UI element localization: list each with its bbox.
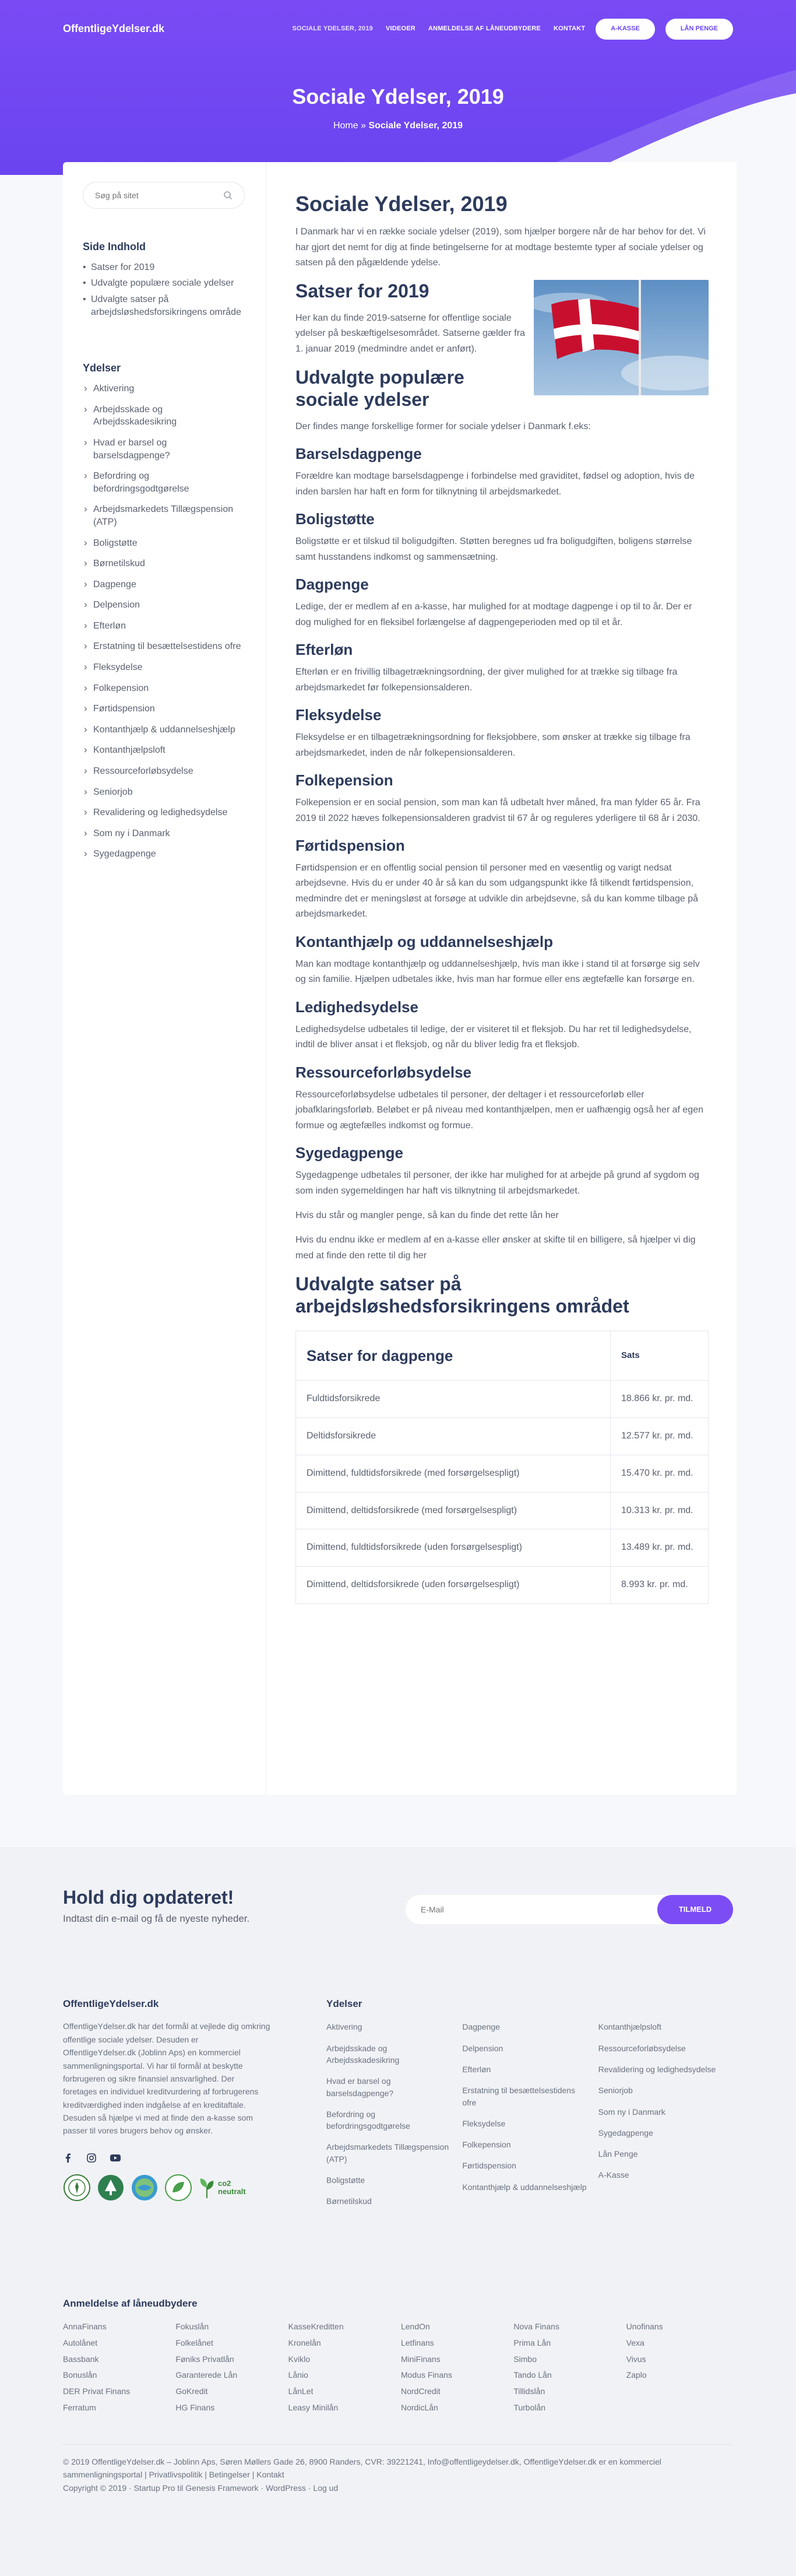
laan-link-text[interactable]: Hvis du står og mangler penge, så kan du finde det rette lån her xyxy=(295,1210,559,1220)
search-box xyxy=(83,182,245,209)
toc-item[interactable]: • Satser for 2019 xyxy=(83,261,245,274)
co2-leaf-icon xyxy=(198,2176,216,2199)
lender-link[interactable]: DER Privat Finans xyxy=(63,2387,131,2396)
facebook-icon[interactable] xyxy=(63,2153,73,2163)
lender-link[interactable]: LånLet xyxy=(288,2387,314,2396)
akasse-link-text[interactable]: Hvis du endnu ikke er medlem af en a-kasse eller ønsker at skifte til en billigere, så hjælper vi dig med at finde den rette til dig her xyxy=(295,1235,696,1261)
footer-link[interactable]: Erstatning til besættelsestidens ofre xyxy=(462,2086,576,2107)
ydelse-link[interactable]: › Førtidspension xyxy=(83,703,245,715)
sidebar xyxy=(63,162,266,1795)
main-nav xyxy=(279,19,733,39)
lender-link[interactable]: Lånio xyxy=(288,2370,308,2380)
copyright-text: © 2019 OffentligeYdelser.dk – Joblinn Aps, Søren Møllers Gade 26, 8900 Randers, CVR: 39221241, Info@offentligeydelser.dk, OffentligeYdelser.dk er en kommerciel sammenligningsportal | Privatlivspolitik | Betingelser | Kontakt xyxy=(63,2457,661,2480)
social-links xyxy=(63,2153,270,2163)
lender-link[interactable]: NordicLån xyxy=(400,2402,438,2412)
nav-anmeldelse[interactable]: ANMELDELSE AF LÅNEUDBYDERE xyxy=(428,25,541,33)
lender-link[interactable]: Bonuslån xyxy=(63,2370,97,2380)
rate-label: Dimittend, deltidsforsikrede (med forsørgelsespligt) xyxy=(296,1492,611,1529)
laan-penge-button[interactable]: LÅN PENGE xyxy=(665,19,733,39)
table-of-contents xyxy=(83,261,245,318)
badge-seal-icon xyxy=(63,2174,91,2202)
section-heading: Folkepension xyxy=(295,771,393,789)
ydelse-link[interactable]: › Kontanthjælpsloft xyxy=(83,744,245,757)
footer-link[interactable]: Som ny i Danmark xyxy=(598,2107,665,2117)
lender-link[interactable]: HG Finans xyxy=(175,2402,215,2412)
ydelse-link[interactable]: › Børnetilskud xyxy=(83,557,245,570)
badge-globe-icon xyxy=(131,2174,159,2202)
section-heading: Ressourceforløbsydelse xyxy=(295,1063,472,1081)
footer-brand-text: OffentligeYdelser.dk har det formål at vejlede dig omkring offentlige sociale ydelser. Desuden er OffentligeYdelser.dk (Joblinn Aps) en kommerciel sammenligningsportal. Vi har til formål at beskytte forbrugeren og sikre finansiel ansvarlighed. Der foretages en individuel kreditvurdering af forbrugerens kreditværdighed inden indgåelse af en kreditaftale. Desuden så hjælpe vi med at finde den a-kasse som passer til vores brugers behov og ønsker. xyxy=(63,2022,270,2136)
rate-value: 15.470 kr. pr. md. xyxy=(611,1455,709,1492)
copyright-framework: Copyright © 2019 · Startup Pro til Genesis Framework · WordPress · Log ud xyxy=(63,2483,339,2493)
newsletter-title: Hold dig opdateret! xyxy=(63,1887,234,1908)
newsletter-text: Indtast din e-mail og få de nyeste nyheder. xyxy=(63,1913,250,1924)
section-heading: Sygedagpenge xyxy=(295,1143,403,1161)
section-heading: Fleksydelse xyxy=(295,706,382,724)
instagram-icon[interactable] xyxy=(86,2153,97,2163)
rate-label: Fuldtidsforsikrede xyxy=(296,1381,611,1418)
lender-column xyxy=(513,2321,626,2417)
footer xyxy=(0,1993,796,2576)
danish-flag-image xyxy=(534,280,709,395)
toc-item[interactable]: • Udvalgte satser på arbejdsløshedsforsikringens område xyxy=(83,293,245,318)
footer-link[interactable]: Delpension xyxy=(462,2043,503,2053)
lender-link[interactable]: Kronelån xyxy=(288,2338,321,2348)
ydelser-title: Ydelser xyxy=(83,362,121,374)
lender-link[interactable]: Vivus xyxy=(626,2354,646,2364)
footer-link[interactable]: Fleksydelse xyxy=(462,2118,506,2128)
footer-link[interactable]: Dagpenge xyxy=(462,2022,500,2032)
content-layout xyxy=(63,162,733,1795)
ydelse-link[interactable]: › Delpension xyxy=(83,599,245,612)
breadcrumb-home[interactable]: Home xyxy=(333,121,358,131)
table-row xyxy=(296,1381,709,1418)
rate-value: 8.993 kr. pr. md. xyxy=(611,1567,709,1604)
lender-link[interactable]: Folkelånet xyxy=(175,2338,213,2348)
youtube-icon[interactable] xyxy=(110,2153,121,2163)
footer-link[interactable]: Seniorjob xyxy=(598,2086,633,2096)
section-text: Førtidspension er en offentlig social pension til personer med en væsentlig og varigt nedsat arbejdsevne. Hvis du er under 40 år så kan du som udgangspunkt ikke få tilkendt førtidspension, medmindre det er meningsløst at forsøge at udvikle din arbejdsevne, så du kan komme tilbage på arbejdsmarkedet. xyxy=(295,863,699,920)
footer-link[interactable]: Hvad er barsel og barselsdagpenge? xyxy=(326,2076,394,2098)
rates-table xyxy=(295,1331,709,1604)
lender-link[interactable]: Ferratum xyxy=(63,2402,96,2412)
lender-link[interactable]: NordCredit xyxy=(400,2387,441,2396)
ydelse-link[interactable]: › Sygedagpenge xyxy=(83,848,245,861)
satser-section xyxy=(295,280,709,419)
ydelse-link[interactable]: › Dagpenge xyxy=(83,578,245,591)
footer-ydelser-column xyxy=(326,2021,462,2216)
footer-link[interactable]: Folkepension xyxy=(462,2140,511,2150)
table-header-cell: Sats xyxy=(611,1331,709,1380)
footer-ydelser xyxy=(326,1996,734,2217)
lender-link[interactable]: AnnaFinans xyxy=(63,2322,107,2332)
lender-link[interactable]: Autolånet xyxy=(63,2338,98,2348)
lender-link[interactable]: Bassbank xyxy=(63,2354,99,2364)
section-heading: Boligstøtte xyxy=(295,510,375,528)
table-row xyxy=(296,1417,709,1455)
rate-value: 10.313 kr. pr. md. xyxy=(611,1492,709,1529)
section-text: Ressourceforløbsydelse udbetales til personer, der deltager i et ressourceforløb eller jobafklaringsforløb. Beløbet er på niveau med kontanthjælpen, men er uafhængig også her af egen formue og ægtefælles indkomst og formue. xyxy=(295,1089,703,1131)
rate-label: Deltidsforsikrede xyxy=(296,1417,611,1455)
breadcrumb-current: Sociale Ydelser, 2019 xyxy=(368,121,463,131)
lender-link[interactable]: Vexa xyxy=(626,2338,644,2348)
co2-neutral-text: co2 neutralt xyxy=(218,2178,246,2196)
lender-link[interactable]: MiniFinans xyxy=(400,2354,441,2364)
lender-link[interactable]: Tando Lån xyxy=(513,2370,552,2380)
lender-link[interactable]: Letfinans xyxy=(400,2338,434,2348)
popular-heading: Udvalgte populære sociale ydelser xyxy=(295,366,464,410)
popular-intro: Der findes mange forskellige former for sociale ydelser i Danmark f.eks: xyxy=(295,421,591,431)
footer-ydelser-column xyxy=(598,2021,734,2216)
footer-link[interactable]: Børnetilskud xyxy=(326,2196,372,2206)
article xyxy=(266,162,737,1795)
ydelser-list xyxy=(83,382,245,861)
footer-link[interactable]: Revalidering og ledighedsydelse xyxy=(598,2064,716,2074)
section-heading: Efterløn xyxy=(295,641,353,658)
toc-title: Side Indhold xyxy=(83,241,146,252)
ydelse-link[interactable]: › Arbejdsmarkedets Tillægspension (ATP) xyxy=(83,503,245,528)
section-heading: Førtidspension xyxy=(295,836,405,854)
lender-column xyxy=(401,2321,513,2417)
footer-ydelser-column xyxy=(462,2021,598,2216)
lender-link[interactable]: Simbo xyxy=(513,2354,537,2364)
lender-link[interactable]: Tillidslån xyxy=(513,2387,545,2396)
section-text: Forældre kan modtage barselsdagpenge i forbindelse med graviditet, fødsel og adoption, hvis de inden barslen har haft en form for tilknytning til arbejdsmarkedet. xyxy=(295,471,695,497)
footer-ydelser-title: Ydelser xyxy=(326,1998,362,2009)
footer-link[interactable]: Kontanthjælpsloft xyxy=(598,2022,661,2032)
ydelse-link[interactable]: › Seniorjob xyxy=(83,786,245,799)
table-row xyxy=(296,1492,709,1529)
ydelse-link[interactable]: › Som ny i Danmark xyxy=(83,827,245,840)
table-row xyxy=(296,1529,709,1567)
ydelse-link[interactable]: › Befordring og befordringsgodtgørelse xyxy=(83,470,245,495)
rate-label: Dimittend, fuldtidsforsikrede (med forsørgelsespligt) xyxy=(296,1455,611,1492)
badge-tree-icon xyxy=(97,2174,125,2202)
ydelse-link[interactable]: › Fleksydelse xyxy=(83,661,245,674)
section-text: Boligstøtte er et tilskud til boligudgiften. Støtten beregnes ud fra boligudgiften, boligens størrelse samt husstandens indkomst og sammensætning. xyxy=(295,536,692,562)
footer-link[interactable]: Arbejdsskade og Arbejdsskadesikring xyxy=(326,2043,400,2065)
section-text: Ledighedsydelse udbetales til ledige, der er visiteret til et fleksjob. Du har ret til ledighedsydelse, indtil de bliver ansat i et fleksjob, og når du bliver ledig fra et fleksjob. xyxy=(295,1024,692,1050)
footer-link[interactable]: Sygedagpenge xyxy=(598,2128,653,2138)
rate-value: 12.577 kr. pr. md. xyxy=(611,1417,709,1455)
section-text: Fleksydelse er en tilbagetrækningsordning for fleksjobbere, som ønsker at trække sig tilbage fra arbejdsmarkedet, inden de når folkepensionsalderen. xyxy=(295,732,691,758)
ydelse-link[interactable]: › Ressourceforløbsydelse xyxy=(83,765,245,778)
table-header-cell: Satser for dagpenge xyxy=(296,1331,611,1380)
nav-sociale-ydelser[interactable]: SOCIALE YDELSER, 2019 xyxy=(292,25,373,33)
footer-link[interactable]: Arbejdsmarkedets Tillægspension (ATP) xyxy=(326,2142,449,2164)
lender-column xyxy=(63,2321,175,2417)
rate-label: Dimittend, deltidsforsikrede (uden forsørgelsespligt) xyxy=(296,1567,611,1604)
lender-link[interactable]: GoKredit xyxy=(175,2387,208,2396)
lender-link[interactable]: Nova Finans xyxy=(513,2322,559,2332)
lender-column xyxy=(626,2321,739,2417)
newsletter-form xyxy=(406,1895,733,1924)
rate-value: 13.489 kr. pr. md. xyxy=(611,1529,709,1567)
lender-column xyxy=(288,2321,401,2417)
lender-link[interactable]: Zaplo xyxy=(626,2370,647,2380)
section-heading: Kontanthjælp og uddannelseshjælp xyxy=(295,932,553,950)
ydelse-link[interactable]: › Aktivering xyxy=(83,382,245,395)
co2-neutral-badge xyxy=(198,2174,247,2202)
ydelse-link[interactable]: › Arbejdsskade og Arbejdsskadesikring xyxy=(83,403,245,429)
copyright-bar xyxy=(63,2444,733,2494)
rate-value: 18.866 kr. pr. md. xyxy=(611,1381,709,1418)
lender-column xyxy=(175,2321,288,2417)
satser-heading: Satser for 2019 xyxy=(295,280,429,302)
email-input[interactable] xyxy=(421,1905,596,1914)
footer-link[interactable]: Førtidspension xyxy=(462,2161,516,2171)
footer-link[interactable]: Lån Penge xyxy=(598,2149,638,2159)
akasse-button[interactable]: A-KASSE xyxy=(596,19,655,39)
lender-link[interactable]: Fokuslån xyxy=(175,2322,209,2332)
table-row xyxy=(296,1567,709,1604)
footer-lenders-title: Anmeldelse af låneudbydere xyxy=(63,2298,198,2309)
ydelse-link[interactable]: › Kontanthjælp & uddannelseshjælp xyxy=(83,724,245,736)
section-text: Sygedagpenge udbetales til personer, der ikke har mulighed for at arbejde på grund af sygdom og som inden sygemeldingen har haft vis tilknytning til arbejdsmarkedet. xyxy=(295,1170,699,1196)
nav-kontakt[interactable]: KONTAKT xyxy=(553,25,586,33)
lender-link[interactable]: Leasy Minilån xyxy=(288,2402,339,2412)
ydelse-link[interactable]: › Folkepension xyxy=(83,682,245,695)
section-heading: Barselsdagpenge xyxy=(295,445,422,463)
section-text: Efterløn er en frivillig tilbagetrækningsordning, der giver mulighed for at trække sig tilbage fra arbejdsmarkedet før folkepensionsalderen. xyxy=(295,667,678,693)
table-row xyxy=(296,1455,709,1492)
lender-link[interactable]: Prima Lån xyxy=(513,2338,551,2348)
breadcrumb xyxy=(0,119,796,134)
footer-link[interactable]: Aktivering xyxy=(326,2022,362,2032)
search-input[interactable] xyxy=(95,191,223,200)
badge-leaf-icon xyxy=(164,2174,192,2202)
site-logo[interactable]: OffentligeYdelser.dk xyxy=(63,23,165,35)
table-header-row xyxy=(296,1331,709,1380)
footer-link[interactable]: Kontanthjælp & uddannelseshjælp xyxy=(462,2182,587,2192)
newsletter-section xyxy=(0,1847,796,1993)
footer-brand-title: OffentligeYdelser.dk xyxy=(63,1998,159,2009)
footer-link[interactable]: Efterløn xyxy=(462,2064,491,2074)
search-icon[interactable] xyxy=(223,191,233,200)
section-heading: Ledighedsydelse xyxy=(295,998,418,1016)
article-intro: I Danmark har vi en række sociale ydelser (2019), som hjælper borgere når de har behov for det. Vi har gjort det nemt for dig at finde betingelserne for at modtage bestemte typer af sociale ydelser og satsen på den pågældende ydelse. xyxy=(295,227,706,268)
breadcrumb-separator: » xyxy=(358,121,369,131)
rate-label: Dimittend, fuldtidsforsikrede (uden forsørgelsespligt) xyxy=(296,1529,611,1567)
toc-item[interactable]: • Udvalgte populære sociale ydelser xyxy=(83,277,245,290)
lender-link[interactable]: LendOn xyxy=(400,2322,430,2332)
ydelse-link[interactable]: › Efterløn xyxy=(83,620,245,633)
nav-videoer[interactable]: VIDEOER xyxy=(385,25,415,33)
footer-brand xyxy=(63,1996,270,2202)
footer-link[interactable]: Ressourceforløbsydelse xyxy=(598,2043,686,2053)
footer-link[interactable]: Befordring og befordringsgodtgørelse xyxy=(326,2109,410,2131)
section-text: Man kan modtage kontanthjælp og uddannelseshjælp, hvis man ikke i stand til at forsørge sig selv og sin familie. Hjælpen udbetales ikke, hvis man har formue eller ens ægtefælle kan forsørge en. xyxy=(295,959,700,985)
ydelse-link[interactable]: › Erstatning til besættelsestidens ofre xyxy=(83,640,245,653)
ydelse-link[interactable]: › Hvad er barsel og barselsdagpenge? xyxy=(83,437,245,462)
rates-heading: Udvalgte satser på arbejdsløshedsforsikringens området xyxy=(295,1273,629,1317)
hero-banner xyxy=(0,0,796,175)
ydelse-link[interactable]: › Revalidering og ledighedsydelse xyxy=(83,806,245,819)
lender-link[interactable]: Føniks Privatlån xyxy=(175,2354,234,2364)
footer-link[interactable]: A-Kasse xyxy=(598,2170,629,2180)
lender-link[interactable]: Turbolån xyxy=(513,2402,546,2412)
certification-badges xyxy=(63,2174,270,2202)
ydelse-link[interactable]: › Boligstøtte xyxy=(83,537,245,550)
lender-link[interactable]: Garanterede Lån xyxy=(175,2370,238,2380)
lender-link[interactable]: Modus Finans xyxy=(400,2370,452,2380)
section-text: Folkepension er en social pension, som man kan få udbetalt hver måned, fra man fylder 65 år. Fra 2019 til 2022 hæves folkepensionsalderen gradvist til 67 år og reguleres yderligere til 68 år i 2030. xyxy=(295,798,700,823)
satser-text: Her kan du finde 2019-satserne for offentlige sociale ydelser på beskæftigelsesområdet. Satserne gælder fra 1. januar 2019 (medmindre andet er anført). xyxy=(295,313,525,354)
page-title: Sociale Ydelser, 2019 xyxy=(292,85,504,108)
footer-lenders xyxy=(63,2296,739,2417)
lender-link[interactable]: Unofinans xyxy=(626,2322,663,2332)
section-text: Ledige, der er medlem af en a-kasse, har mulighed for at modtage dagpenge i op til to år. Der er dog mulighed for en fleksibel forlængelse af dagpengeperioden med op til et år. xyxy=(295,602,692,627)
section-heading: Dagpenge xyxy=(295,575,369,594)
lender-link[interactable]: Kviklo xyxy=(288,2354,311,2364)
footer-link[interactable]: Boligstøtte xyxy=(326,2175,365,2185)
lender-link[interactable]: KasseKreditten xyxy=(288,2322,344,2332)
subscribe-button[interactable]: TILMELD xyxy=(657,1895,733,1924)
article-title: Sociale Ydelser, 2019 xyxy=(295,192,508,216)
